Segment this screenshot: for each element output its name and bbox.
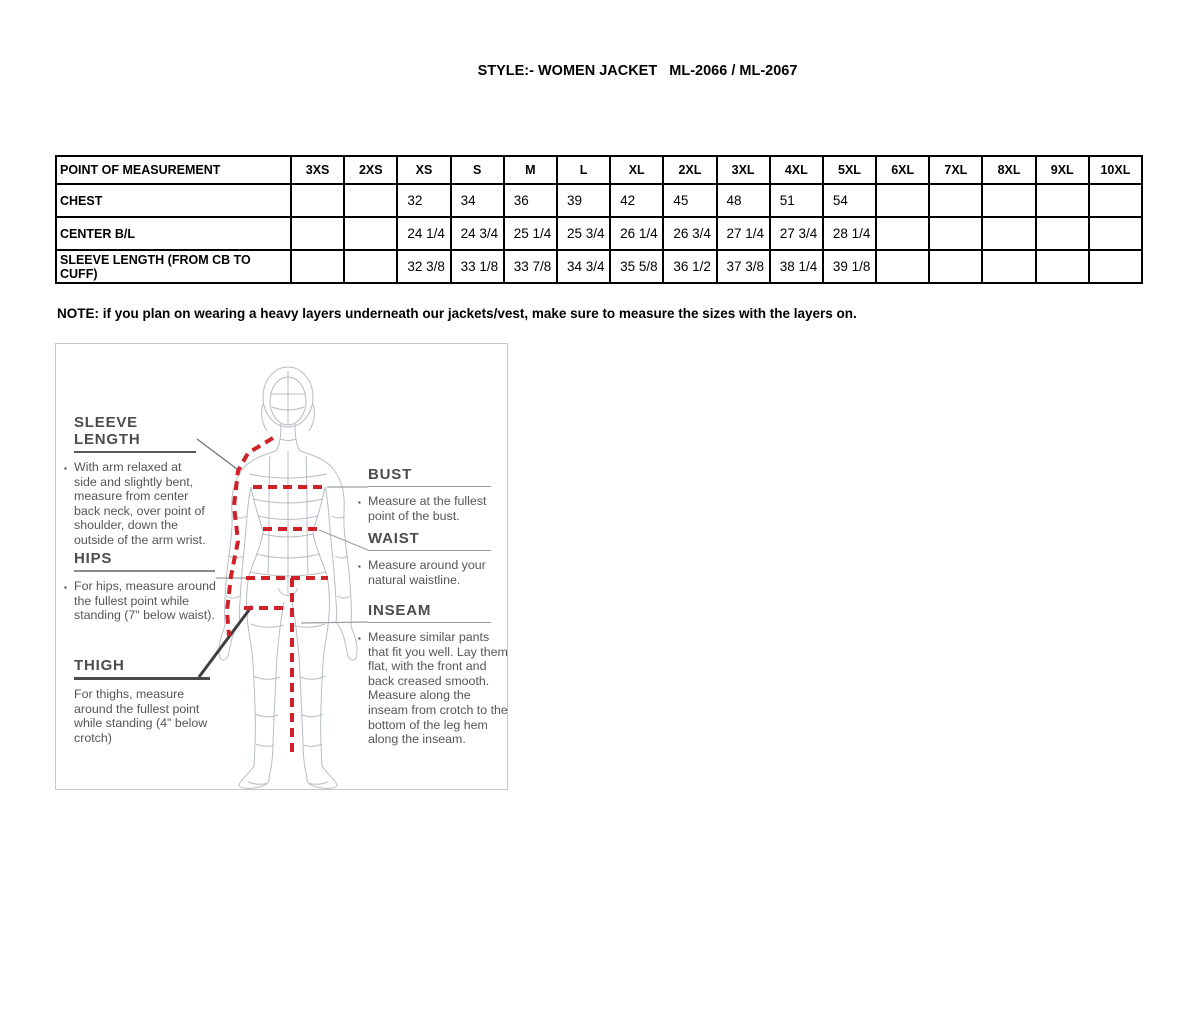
col-header-size: 10XL	[1089, 156, 1142, 184]
size-value-cell	[291, 217, 344, 250]
thigh-description: For thighs, measure around the fullest point while standing (4" below crotch)	[74, 687, 208, 745]
size-table-body	[56, 184, 1142, 283]
inseam-description: Measure similar pants that fit you well. Lay them flat, with the front and back creased smooth. Measure along the inseam from crotch to the bottom of the leg hem along the inseam.	[368, 630, 508, 747]
waist-description: Measure around your natural waistline.	[368, 558, 486, 587]
size-value-cell: 33 7/8	[504, 250, 557, 283]
page-title: STYLE:- WOMEN JACKET ML-2066 / ML-2067	[477, 63, 798, 79]
size-value-cell: 42	[610, 184, 663, 217]
size-value-cell	[876, 250, 929, 283]
size-value-cell	[929, 217, 982, 250]
size-value-cell: 37 3/8	[717, 250, 770, 283]
sleeve-length-description: With arm relaxed at side and slightly bent, measure from center back neck, over point of shoulder, down the outside of the arm wrist.	[74, 460, 206, 547]
guide-section-bust	[358, 466, 502, 523]
size-value-cell: 32 3/8	[397, 250, 450, 283]
row-label: CHEST	[56, 184, 291, 217]
col-header-size: XS	[397, 156, 450, 184]
size-value-cell	[344, 184, 397, 217]
size-value-cell: 39 1/8	[823, 250, 876, 283]
size-value-cell: 27 3/4	[770, 217, 823, 250]
size-value-cell	[1036, 217, 1089, 250]
measurement-lines	[227, 438, 328, 756]
size-table-head-row	[56, 156, 1142, 184]
row-label: CENTER B/L	[56, 217, 291, 250]
size-value-cell: 34 3/4	[557, 250, 610, 283]
size-value-cell	[982, 250, 1035, 283]
size-table-row	[56, 217, 1142, 250]
guide-section-waist	[358, 530, 502, 587]
bust-description: Measure at the fullest point of the bust.	[368, 494, 487, 523]
col-header-size: M	[504, 156, 557, 184]
thigh-heading: THIGH	[74, 657, 210, 680]
size-value-cell	[929, 184, 982, 217]
square-bullet-icon: ▪	[358, 498, 361, 507]
size-value-cell: 54	[823, 184, 876, 217]
size-value-cell: 26 3/4	[663, 217, 716, 250]
guide-section-sleeve-length	[64, 414, 206, 548]
col-header-size: 3XL	[717, 156, 770, 184]
size-value-cell: 32	[397, 184, 450, 217]
row-label: SLEEVE LENGTH (FROM CB TO CUFF)	[56, 250, 291, 283]
size-value-cell	[982, 217, 1035, 250]
size-value-cell	[344, 250, 397, 283]
size-value-cell	[876, 217, 929, 250]
col-header-size: 2XL	[663, 156, 716, 184]
size-value-cell	[1089, 184, 1142, 217]
col-header-size: 5XL	[823, 156, 876, 184]
square-bullet-icon: ▪	[358, 562, 361, 571]
col-header-size: 8XL	[982, 156, 1035, 184]
size-value-cell	[291, 250, 344, 283]
waist-connector-line	[319, 530, 368, 550]
guide-section-hips	[64, 550, 226, 623]
guide-section-thigh	[74, 657, 224, 745]
note-text: NOTE: if you plan on wearing a heavy layers underneath our jackets/vest, make sure to measure the sizes with the layers on.	[57, 306, 857, 321]
size-value-cell: 39	[557, 184, 610, 217]
hips-heading: HIPS	[74, 550, 215, 572]
size-value-cell: 25 1/4	[504, 217, 557, 250]
col-header-size: 6XL	[876, 156, 929, 184]
size-value-cell: 33 1/8	[451, 250, 504, 283]
size-value-cell: 48	[717, 184, 770, 217]
size-value-cell: 36	[504, 184, 557, 217]
col-header-size: 9XL	[1036, 156, 1089, 184]
size-value-cell	[1089, 250, 1142, 283]
col-header-size: 7XL	[929, 156, 982, 184]
col-header-size: L	[557, 156, 610, 184]
size-table-row	[56, 184, 1142, 217]
size-value-cell: 38 1/4	[770, 250, 823, 283]
col-header-size: S	[451, 156, 504, 184]
size-value-cell	[876, 184, 929, 217]
size-value-cell: 36 1/2	[663, 250, 716, 283]
col-header-point-of-measurement: POINT OF MEASUREMENT	[56, 156, 291, 184]
size-value-cell: 28 1/4	[823, 217, 876, 250]
size-value-cell: 27 1/4	[717, 217, 770, 250]
guide-section-inseam	[358, 602, 508, 747]
inseam-connector-line	[301, 622, 368, 623]
size-value-cell: 35 5/8	[610, 250, 663, 283]
measurement-diagram	[55, 343, 508, 790]
size-table-row	[56, 250, 1142, 283]
size-value-cell	[1036, 250, 1089, 283]
col-header-size: 3XS	[291, 156, 344, 184]
size-value-cell: 24 3/4	[451, 217, 504, 250]
size-value-cell	[1036, 184, 1089, 217]
waist-heading: WAIST	[368, 530, 491, 551]
size-value-cell	[982, 184, 1035, 217]
col-header-size: XL	[610, 156, 663, 184]
bust-heading: BUST	[368, 466, 491, 487]
square-bullet-icon: ▪	[64, 464, 67, 473]
col-header-size: 2XS	[344, 156, 397, 184]
col-header-size: 4XL	[770, 156, 823, 184]
hips-description: For hips, measure around the fullest point while standing (7" below waist).	[74, 579, 216, 623]
size-value-cell	[291, 184, 344, 217]
size-table	[55, 155, 1143, 284]
square-bullet-icon: ▪	[358, 634, 361, 643]
size-value-cell	[929, 250, 982, 283]
sleeve-length-heading: SLEEVE LENGTH	[74, 414, 196, 453]
size-value-cell: 45	[663, 184, 716, 217]
size-value-cell: 26 1/4	[610, 217, 663, 250]
square-bullet-icon: ▪	[64, 583, 67, 592]
size-value-cell: 34	[451, 184, 504, 217]
inseam-heading: INSEAM	[368, 602, 491, 623]
size-value-cell: 25 3/4	[557, 217, 610, 250]
size-value-cell	[1089, 217, 1142, 250]
size-value-cell	[344, 217, 397, 250]
size-value-cell: 51	[770, 184, 823, 217]
size-value-cell: 24 1/4	[397, 217, 450, 250]
